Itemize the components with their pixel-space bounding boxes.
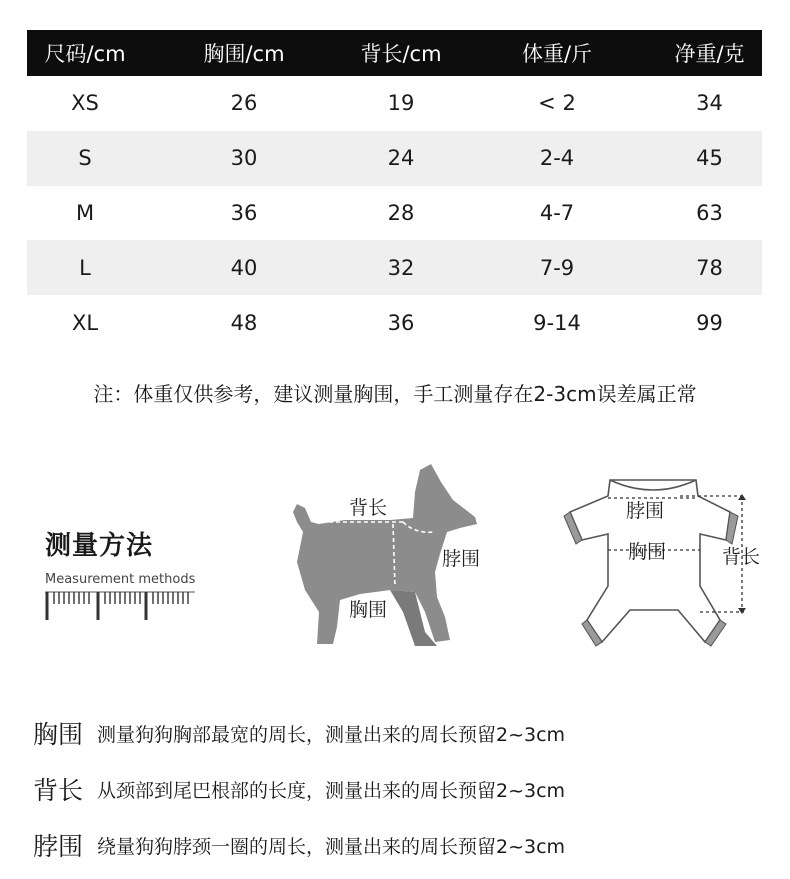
measurement-definitions — [33, 705, 565, 873]
definition-text: 测量狗狗胸部最宽的周长，测量出来的周长预留2~3cm — [97, 723, 566, 746]
cell-weight: 9-14 — [533, 310, 581, 335]
cell-chest: 40 — [230, 255, 258, 280]
cell-back: 36 — [387, 310, 415, 335]
definition-text: 从颈部到尾巴根部的长度，测量出来的周长预留2~3cm — [97, 779, 566, 802]
size-table — [27, 30, 762, 350]
header-weight: 体重/斤 — [521, 42, 593, 66]
cell-back: 28 — [387, 200, 415, 225]
cell-weight: 2-4 — [539, 146, 575, 171]
cell-chest: 36 — [230, 200, 258, 225]
table-row — [27, 186, 762, 241]
cell-size: XS — [71, 91, 99, 116]
table-note: 注：体重仅供参考，建议测量胸围，手工测量存在2-3cm误差属正常 — [93, 382, 697, 406]
header-chest: 胸围/cm — [203, 42, 285, 66]
cell-back: 32 — [387, 255, 415, 280]
ruler-icon — [45, 590, 195, 622]
definition-term: 胸围 — [33, 720, 84, 749]
definition-term: 背长 — [33, 776, 84, 805]
method-title: 测量方法 — [45, 531, 154, 561]
cell-size: S — [78, 146, 92, 171]
measurement-method-heading — [45, 525, 195, 587]
garment-chest-label: 胸围 — [628, 541, 667, 563]
garment-back-label: 背长 — [722, 546, 761, 568]
dog-chest-label: 胸围 — [349, 599, 388, 621]
cell-net-weight: 99 — [696, 310, 723, 335]
list-item — [33, 817, 565, 873]
cell-back: 19 — [387, 91, 415, 116]
table-row — [27, 76, 762, 131]
definition-term: 脖围 — [33, 832, 84, 861]
cell-weight: 7-9 — [539, 255, 575, 280]
cell-back: 24 — [387, 146, 415, 171]
cell-chest: 48 — [230, 310, 258, 335]
cell-net-weight: 34 — [696, 91, 723, 116]
cell-size: L — [79, 255, 91, 280]
method-subtitle: Measurement methods — [45, 572, 196, 587]
table-row — [27, 295, 762, 350]
garment-neck-label: 脖围 — [626, 500, 665, 522]
cell-net-weight: 45 — [696, 146, 723, 171]
table-header — [27, 30, 762, 76]
cell-net-weight: 63 — [696, 200, 723, 225]
cell-size: M — [75, 200, 95, 225]
cell-chest: 30 — [230, 146, 258, 171]
table-row — [27, 240, 762, 295]
cell-size: XL — [71, 310, 99, 335]
header-size: 尺码/cm — [44, 42, 126, 66]
table-row — [27, 131, 762, 186]
header-net-weight: 净重/克 — [674, 42, 745, 66]
definition-text: 绕量狗狗脖颈一圈的周长，测量出来的周长预留2~3cm — [97, 835, 566, 858]
cell-chest: 26 — [230, 91, 258, 116]
header-back: 背长/cm — [360, 42, 442, 66]
list-item — [33, 705, 565, 761]
cell-weight: < 2 — [538, 91, 576, 116]
cell-net-weight: 78 — [696, 255, 723, 280]
dog-neck-label: 脖围 — [442, 548, 481, 570]
dog-back-label: 背长 — [349, 497, 388, 519]
cell-weight: 4-7 — [539, 200, 575, 225]
list-item — [33, 761, 565, 817]
